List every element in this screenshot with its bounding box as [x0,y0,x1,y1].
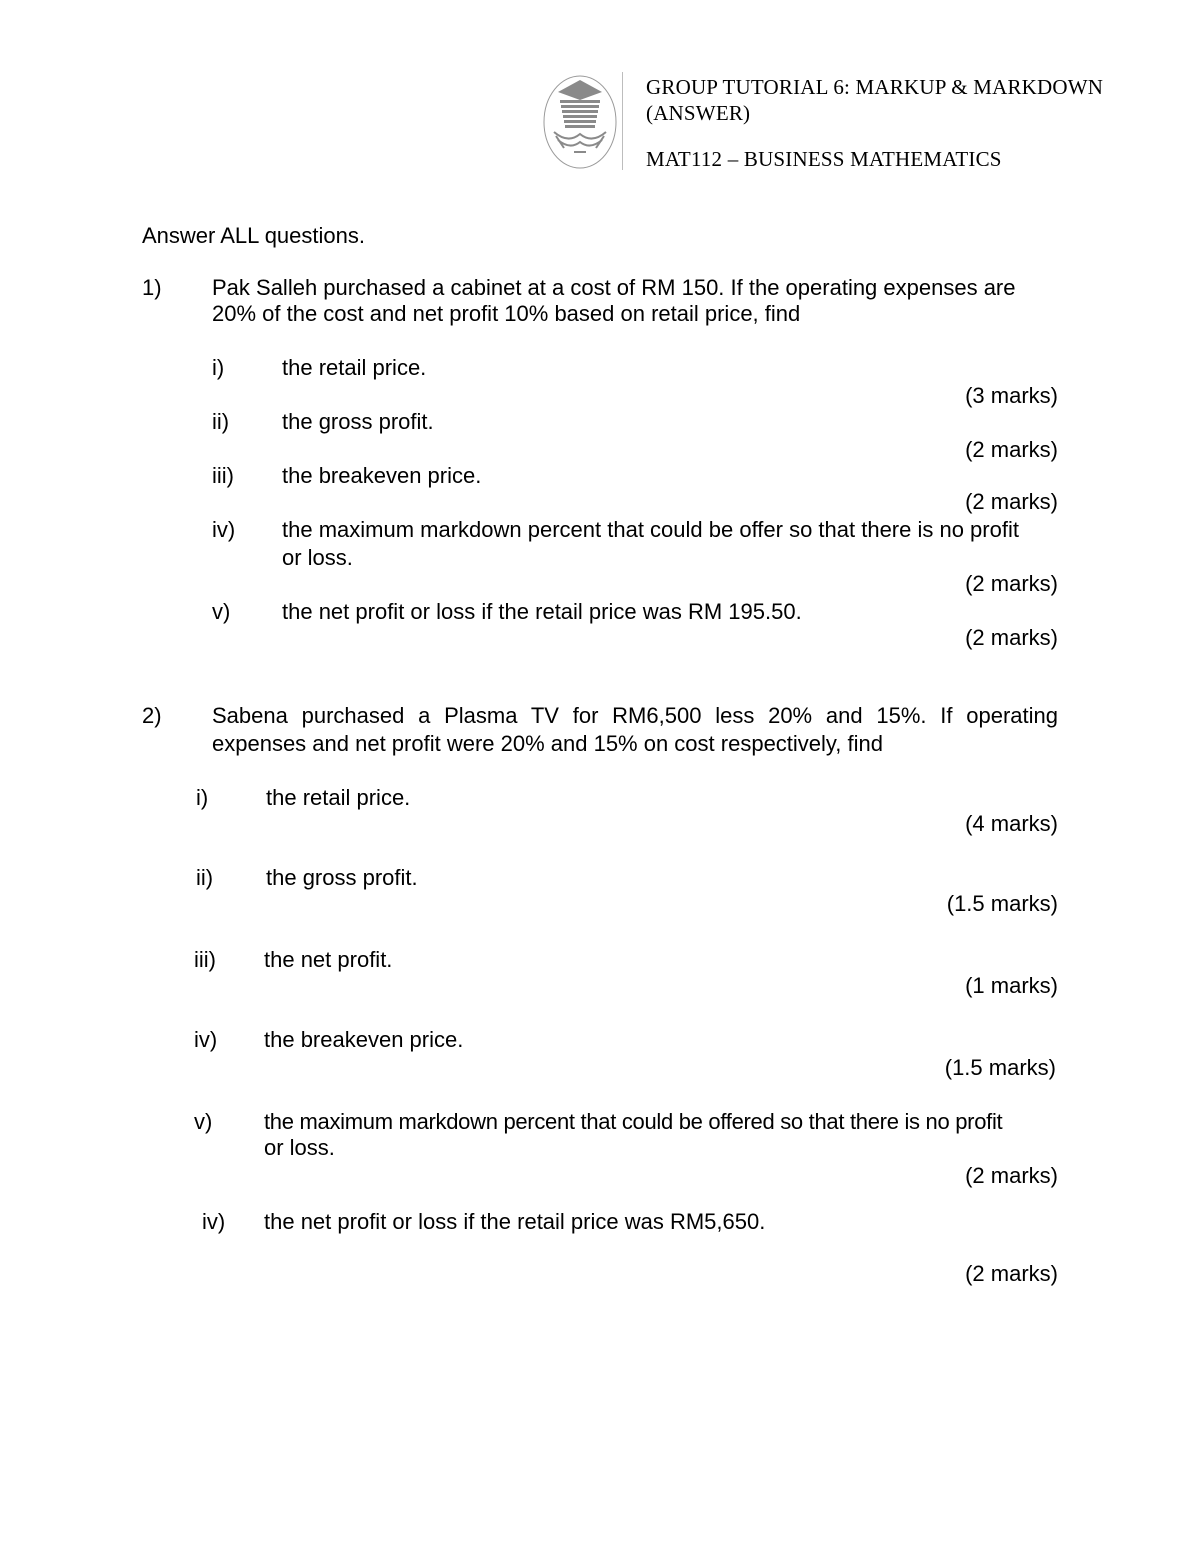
part-marks: (1.5 marks) [946,891,1058,916]
part-label: iii) [212,463,234,488]
part-text: the retail price. [282,355,427,380]
part-marks: (2 marks) [965,625,1058,650]
question-stem: Pak Salleh purchased a cabinet at a cost of RM 150. If the operating expenses are [212,275,1016,300]
course-title: MAT112 – BUSINESS MATHEMATICS [646,147,1002,171]
question-stem: expenses and net profit were 20% and 15% on cost respectively, find [212,731,883,756]
part-label: ii) [212,409,230,434]
part-text: the gross profit. [282,409,434,434]
part-label: v) [212,599,231,624]
part-text: the net profit or loss if the retail price was RM 195.50. [282,599,802,624]
question-stem: 20% of the cost and net profit 10% based on retail price, find [212,301,801,326]
part-text: the maximum markdown percent that could be offer so that there is no profit [282,517,1019,542]
part-text: the net profit or loss if the retail price was RM5,650. [264,1209,766,1234]
part-text: the net profit. [264,947,393,972]
part-marks: (2 marks) [965,1261,1058,1286]
part-marks: (1 marks) [965,973,1058,998]
part-text: the breakeven price. [282,463,482,488]
question-number: 2) [142,703,162,728]
part-label: ii) [196,865,214,890]
part-marks: (3 marks) [965,383,1058,408]
part-marks: (2 marks) [965,571,1058,596]
header-divider [622,72,623,170]
part-text: the maximum markdown percent that could be offered so that there is no profit [264,1109,1003,1134]
question-stem: Sabena purchased a Plasma TV for RM6,500 less 20% and 15%. If operating [212,703,1058,728]
part-label: i) [212,355,225,380]
part-label: iv) [212,517,236,542]
part-text-continued: or loss. [264,1135,335,1160]
part-label: iii) [194,947,216,972]
document-title-line2: (ANSWER) [646,101,751,125]
part-marks: (2 marks) [965,437,1058,462]
part-text: the breakeven price. [264,1027,464,1052]
part-text: the gross profit. [266,865,418,890]
part-marks: (1.5 marks) [944,1055,1056,1080]
question-number: 1) [142,275,162,300]
part-marks: (2 marks) [965,1163,1058,1188]
university-crest-icon [540,70,620,170]
part-marks: (4 marks) [965,811,1058,836]
part-label: i) [196,785,209,810]
part-text: the retail price. [266,785,411,810]
part-label: iv) [194,1027,218,1052]
part-label: v) [194,1109,213,1134]
part-marks: (2 marks) [965,489,1058,514]
instruction: Answer ALL questions. [142,223,365,248]
part-label: iv) [202,1209,226,1234]
document-title: GROUP TUTORIAL 6: MARKUP & MARKDOWN [646,75,1104,99]
part-text-continued: or loss. [282,545,353,570]
